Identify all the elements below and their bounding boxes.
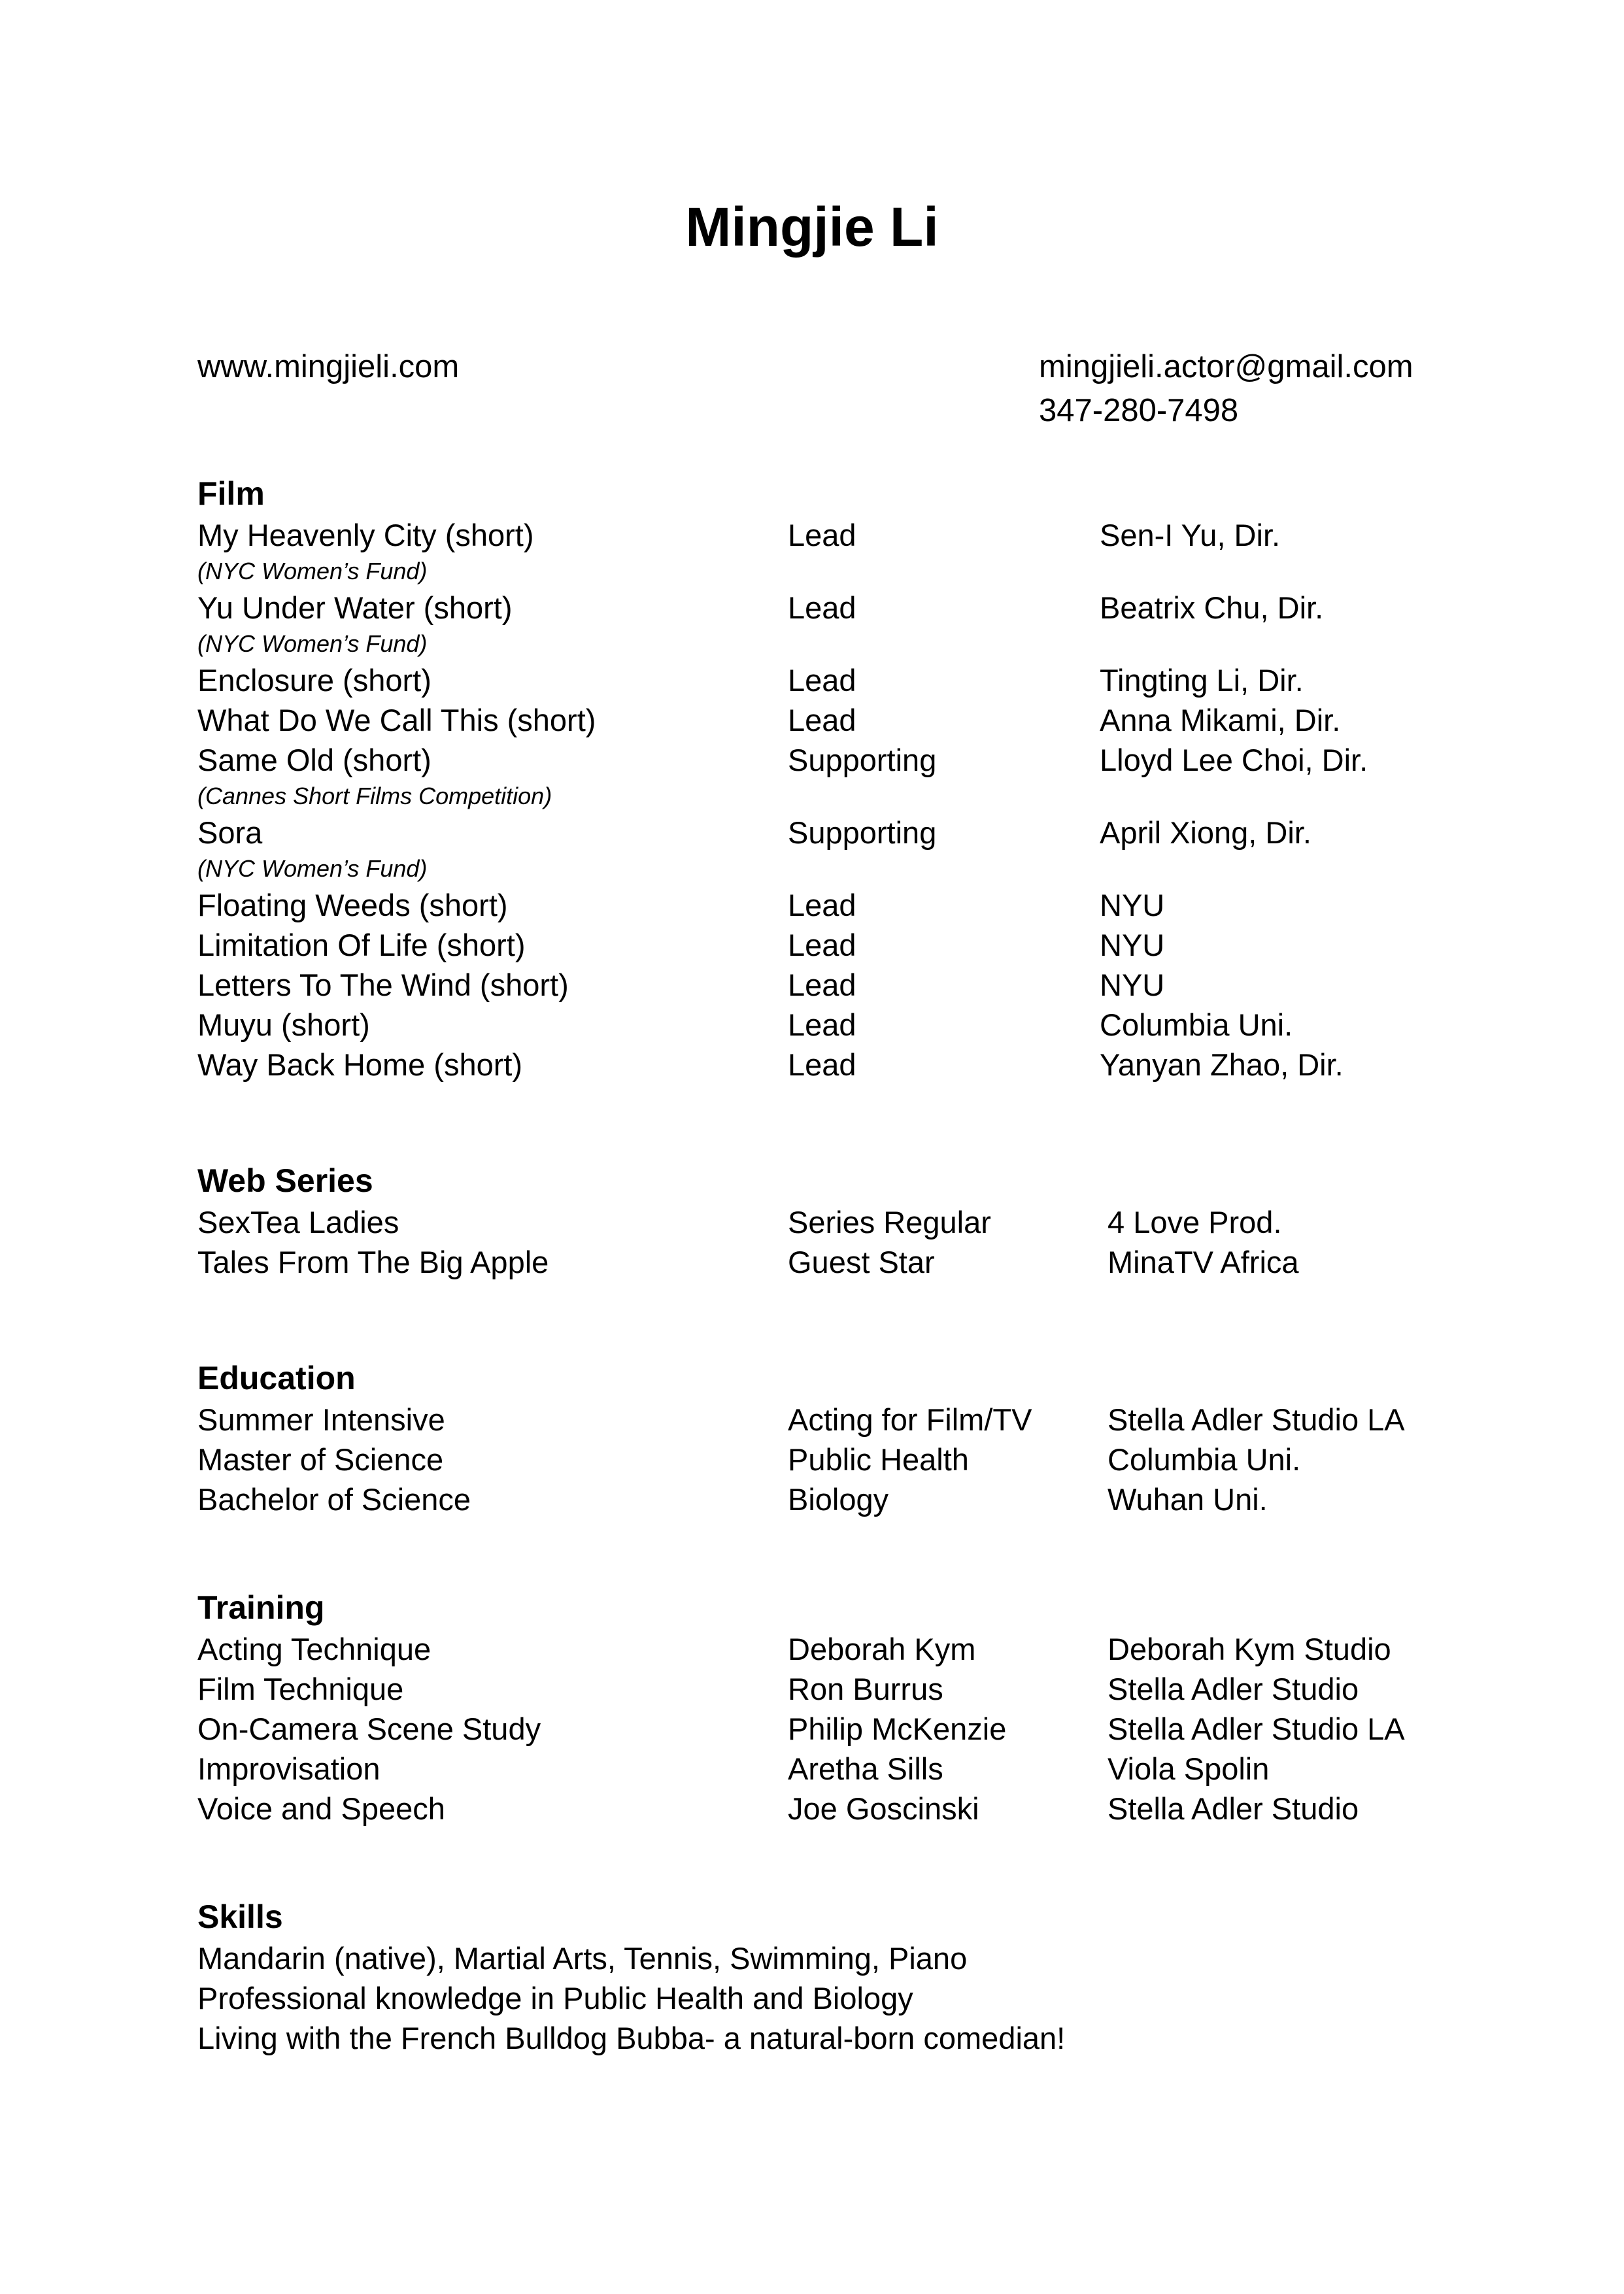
credit-director: Anna Mikami, Dir. bbox=[1100, 703, 1341, 737]
section-heading: Skills bbox=[197, 1898, 283, 1935]
credit-role: Lead bbox=[788, 590, 856, 625]
credit-note: (Cannes Short Films Competition) bbox=[197, 783, 552, 809]
training-studio: Stella Adler Studio bbox=[1108, 1672, 1359, 1706]
training-row bbox=[197, 1789, 1440, 1829]
credit-director: Tingting Li, Dir. bbox=[1100, 663, 1304, 698]
contact-email: mingjieli.actor@gmail.com bbox=[1039, 349, 1413, 384]
section-training bbox=[197, 1586, 1440, 1829]
training-subject: Improvisation bbox=[197, 1751, 381, 1786]
education-field: Acting for Film/TV bbox=[788, 1402, 1032, 1437]
credit-title: SexTea Ladies bbox=[197, 1205, 399, 1240]
credit-company: 4 Love Prod. bbox=[1108, 1205, 1282, 1240]
credit-role: Lead bbox=[788, 663, 856, 698]
credit-director: Lloyd Lee Choi, Dir. bbox=[1100, 743, 1368, 777]
resume-content bbox=[197, 472, 1440, 2058]
education-field: Public Health bbox=[788, 1442, 969, 1477]
contact-block bbox=[1039, 345, 1413, 433]
training-row bbox=[197, 1629, 1440, 1669]
credit-title: Muyu (short) bbox=[197, 1007, 370, 1042]
education-field: Biology bbox=[788, 1482, 889, 1517]
credit-role: Lead bbox=[788, 888, 856, 922]
education-school: Stella Adler Studio LA bbox=[1108, 1402, 1405, 1437]
credit-title: Floating Weeds (short) bbox=[197, 888, 508, 922]
training-teacher: Aretha Sills bbox=[788, 1751, 943, 1786]
credit-title: Tales From The Big Apple bbox=[197, 1245, 549, 1279]
section-heading: Film bbox=[197, 475, 265, 512]
credit-title: What Do We Call This (short) bbox=[197, 703, 596, 737]
training-studio: Stella Adler Studio LA bbox=[1108, 1712, 1405, 1746]
credit-title: Enclosure (short) bbox=[197, 663, 431, 698]
resume-name: Mingjie Li bbox=[685, 196, 939, 258]
credit-row bbox=[197, 925, 1440, 965]
training-subject: On-Camera Scene Study bbox=[197, 1712, 541, 1746]
credit-title: My Heavenly City (short) bbox=[197, 518, 534, 552]
credit-director: NYU bbox=[1100, 968, 1165, 1002]
contact-phone: 347-280-7498 bbox=[1039, 393, 1239, 428]
training-subject: Film Technique bbox=[197, 1672, 404, 1706]
credit-row bbox=[197, 813, 1440, 852]
credit-role: Lead bbox=[788, 518, 856, 552]
skill-line: Professional knowledge in Public Health and Biology bbox=[197, 1981, 913, 2016]
credit-company: MinaTV Africa bbox=[1108, 1245, 1299, 1279]
credit-director: Beatrix Chu, Dir. bbox=[1100, 590, 1324, 625]
skill-line: Mandarin (native), Martial Arts, Tennis, Swimming, Piano bbox=[197, 1941, 968, 1976]
credit-note: (NYC Women’s Fund) bbox=[197, 558, 428, 584]
training-row bbox=[197, 1749, 1440, 1789]
education-school: Columbia Uni. bbox=[1108, 1442, 1301, 1477]
credit-note: (NYC Women’s Fund) bbox=[197, 855, 428, 882]
education-row bbox=[197, 1440, 1440, 1479]
credit-director: Sen-I Yu, Dir. bbox=[1100, 518, 1281, 552]
credit-role: Lead bbox=[788, 968, 856, 1002]
credit-row bbox=[197, 740, 1440, 780]
education-program: Bachelor of Science bbox=[197, 1482, 471, 1517]
credit-title: Letters To The Wind (short) bbox=[197, 968, 569, 1002]
credit-row bbox=[197, 1045, 1440, 1085]
credit-director: NYU bbox=[1100, 888, 1165, 922]
credit-title: Way Back Home (short) bbox=[197, 1047, 523, 1082]
section-film bbox=[197, 472, 1440, 1085]
section-web-series bbox=[197, 1159, 1440, 1282]
credit-row bbox=[197, 965, 1440, 1005]
section-skills bbox=[197, 1895, 1440, 2058]
training-studio: Stella Adler Studio bbox=[1108, 1791, 1359, 1826]
credit-row bbox=[197, 1005, 1440, 1045]
training-teacher: Ron Burrus bbox=[788, 1672, 943, 1706]
credit-role: Guest Star bbox=[788, 1245, 935, 1279]
credit-director: Columbia Uni. bbox=[1100, 1007, 1293, 1042]
training-subject: Acting Technique bbox=[197, 1632, 431, 1666]
contact-website: www.mingjieli.com bbox=[197, 349, 460, 384]
section-spacer bbox=[197, 1519, 1440, 1586]
credit-row bbox=[197, 660, 1440, 700]
section-spacer bbox=[197, 1829, 1440, 1895]
section-heading: Web Series bbox=[197, 1162, 373, 1199]
training-teacher: Joe Goscinski bbox=[788, 1791, 979, 1826]
credit-role: Supporting bbox=[788, 815, 937, 850]
credit-title: Limitation Of Life (short) bbox=[197, 928, 526, 962]
credit-row bbox=[197, 700, 1440, 740]
credit-title: Sora bbox=[197, 815, 263, 850]
education-program: Master of Science bbox=[197, 1442, 444, 1477]
credit-role: Lead bbox=[788, 1047, 856, 1082]
credit-row bbox=[197, 1242, 1440, 1282]
credit-title: Yu Under Water (short) bbox=[197, 590, 513, 625]
credit-role: Lead bbox=[788, 1007, 856, 1042]
section-spacer bbox=[197, 1085, 1440, 1159]
skill-line: Living with the French Bulldog Bubba- a natural-born comedian! bbox=[197, 2021, 1066, 2055]
training-row bbox=[197, 1709, 1440, 1749]
credit-director: NYU bbox=[1100, 928, 1165, 962]
training-row bbox=[197, 1669, 1440, 1709]
education-school: Wuhan Uni. bbox=[1108, 1482, 1268, 1517]
credit-row bbox=[197, 885, 1440, 925]
credit-director: April Xiong, Dir. bbox=[1100, 815, 1311, 850]
education-row bbox=[197, 1479, 1440, 1519]
credit-note: (NYC Women’s Fund) bbox=[197, 630, 428, 657]
credit-role: Series Regular bbox=[788, 1205, 991, 1240]
credit-row bbox=[197, 1202, 1440, 1242]
credit-role: Lead bbox=[788, 928, 856, 962]
section-heading: Education bbox=[197, 1360, 356, 1396]
training-studio: Viola Spolin bbox=[1108, 1751, 1270, 1786]
section-heading: Training bbox=[197, 1589, 325, 1626]
training-teacher: Philip McKenzie bbox=[788, 1712, 1007, 1746]
training-teacher: Deborah Kym bbox=[788, 1632, 976, 1666]
section-education bbox=[197, 1357, 1440, 1519]
education-program: Summer Intensive bbox=[197, 1402, 445, 1437]
credit-role: Supporting bbox=[788, 743, 937, 777]
credit-row bbox=[197, 588, 1440, 628]
credit-row bbox=[197, 515, 1440, 555]
training-subject: Voice and Speech bbox=[197, 1791, 445, 1826]
training-studio: Deborah Kym Studio bbox=[1108, 1632, 1391, 1666]
credit-director: Yanyan Zhao, Dir. bbox=[1100, 1047, 1344, 1082]
credit-role: Lead bbox=[788, 703, 856, 737]
section-spacer bbox=[197, 1282, 1440, 1357]
education-row bbox=[197, 1400, 1440, 1440]
credit-title: Same Old (short) bbox=[197, 743, 431, 777]
